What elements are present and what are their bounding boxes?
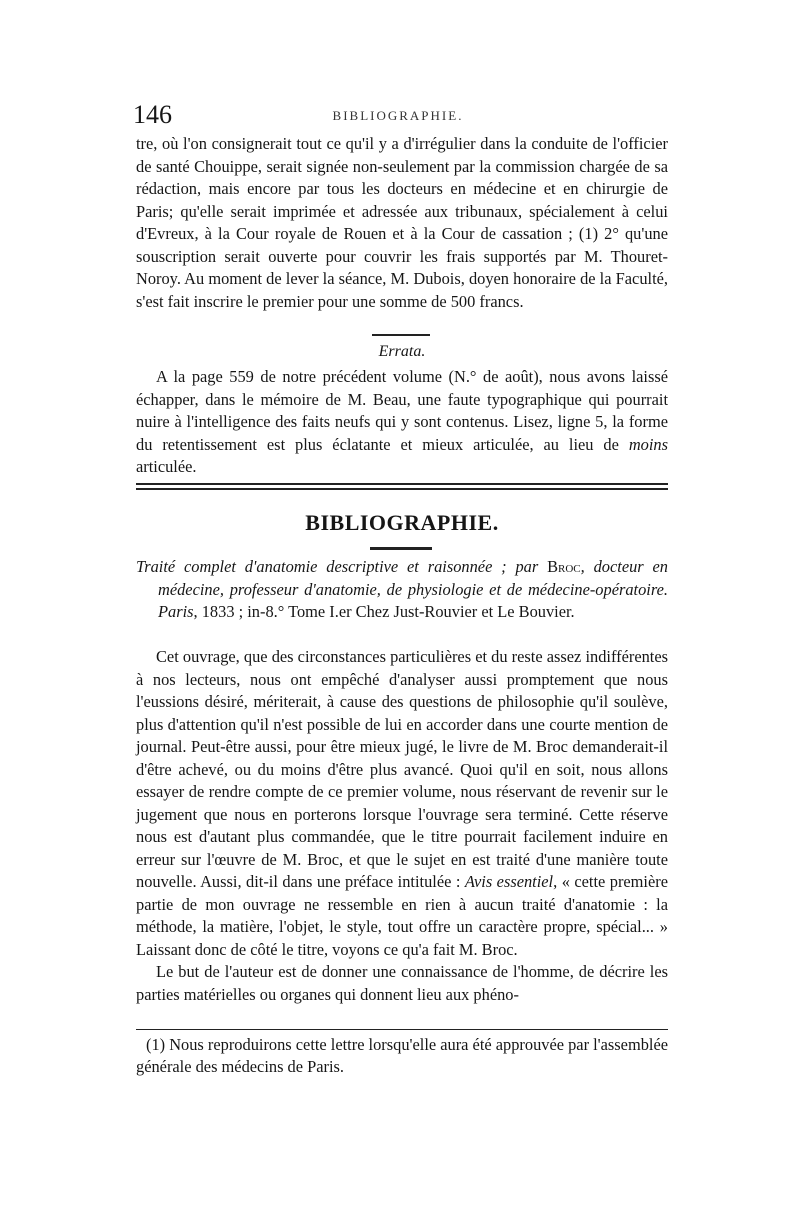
book-reference: [136, 556, 668, 624]
footnote: (1) Nous reproduirons cette lettre lorsqu'elle aura été approuvée par l'assemblée générale des médecins de Paris.: [136, 1035, 668, 1076]
errata-emphasis: moins: [628, 434, 668, 454]
errata-text-after: articulée.: [136, 457, 197, 476]
running-head: BIBLIOGRAPHIE.: [332, 108, 464, 123]
review-paragraph-1: [136, 646, 668, 961]
top-paragraph-block: [136, 133, 668, 313]
top-paragraph: tre, où l'on consignerait tout ce qu'il y a d'irrégulier dans la conduite de l'officier de santé Chouippe, serait signée non-seulement par la commission chargée de sa rédaction, mais encore par tous les docteurs en médecine et en chirurgie de Paris; qu'elle serait imprimée et adressée aux tribunaux, spécialement à celui d'Evreux, à la Cour royale de Rouen et à la Cour de cassation ; (1) 2° qu'une souscription serait ouverte pour couvrir les frais supportés par M. Thouret-Noroy. Au moment de lever la séance, M. Dubois, doyen honoraire de la Faculté, s'est fait inscrire le premier pour une somme de 500 francs.: [136, 134, 668, 311]
page-number: 146: [133, 100, 172, 129]
double-rule-line-2: [136, 488, 668, 490]
section-title: BIBLIOGRAPHIE.: [305, 510, 499, 535]
title-underline: [370, 547, 432, 550]
reference-block: [136, 556, 668, 624]
review-text-after: , « cette première partie de mon ouvrage ne ressemble en rien à aucun traité d'anatomie : la méthode, la matière, l'objet, le style, tout offre un caractère propre, spécial... » Laissant donc de côté le titre, voyons ce qu'a fait M. Broc.: [136, 872, 668, 959]
review-text-before: Cet ouvrage, que des circonstances particulières et du reste assez indifférentes à nos lecteurs, nous ont empêché d'analyser aussi promptement que nous l'eussions désiré, mériterait, à cause des questions de philosophie qu'il soulève, plus d'attention qu'il n'est possible de lui en accorder dans une courte mention de journal. Peut-être aussi, pour être mieux jugé, le livre de M. Broc demanderait-il d'être achevé, ou du moins d'être plus avancé. Quoi qu'il en soit, nous allons essayer de rendre compte de ce premier volume, nous réservant de revenir sur le jugement que nous en porterons lorsque l'ouvrage sera terminé. Cette réserve nous est d'autant plus commandée, que le titre pourrait facilement induire en erreur sur l'œuvre de M. Broc, et que le sujet en est traité d'une manière toute nouvelle. Aussi, dit-il dans une préface intitulée :: [136, 647, 668, 891]
errata-title: Errata.: [378, 343, 426, 360]
reference-place: Paris: [158, 602, 194, 621]
errata-paragraph: [136, 366, 668, 479]
errata-text-before: A la page 559 de notre précédent volume (N.° de août), nous avons laissé échapper, dans le mémoire de M. Beau, une faute typographique qui pourrait nuire à l'intelligence des faits neufs qui y sont contenus. Lisez, ligne 5, la forme du retentissement est plus éclatante et mieux articulée, au lieu de: [136, 367, 668, 454]
double-rule-line-1: [136, 483, 668, 485]
review-emphasis: Avis essentiel: [464, 872, 554, 891]
reference-author: Broc: [547, 557, 581, 576]
reference-details: , 1833 ; in-8.° Tome I.er Chez Just-Rouvier et Le Bouvier.: [193, 602, 575, 621]
review-paragraph-2: Le but de l'auteur est de donner une connaissance de l'homme, de décrire les parties matérielles ou organes qui donnent lieu aux phéno-: [136, 962, 668, 1004]
reference-title-2: , docteur en médecine, professeur d'anatomie, de physiologie et de médecine-opératoire.: [158, 557, 668, 599]
review-block: [136, 646, 668, 1006]
reference-title-1: Traité complet d'anatomie descriptive et raisonnée ; par: [136, 557, 548, 576]
page-header: [128, 100, 668, 134]
double-rule-separator: [136, 483, 668, 490]
footnote-rule: [136, 1029, 668, 1030]
errata-block: [136, 366, 668, 479]
short-rule: [372, 334, 430, 336]
